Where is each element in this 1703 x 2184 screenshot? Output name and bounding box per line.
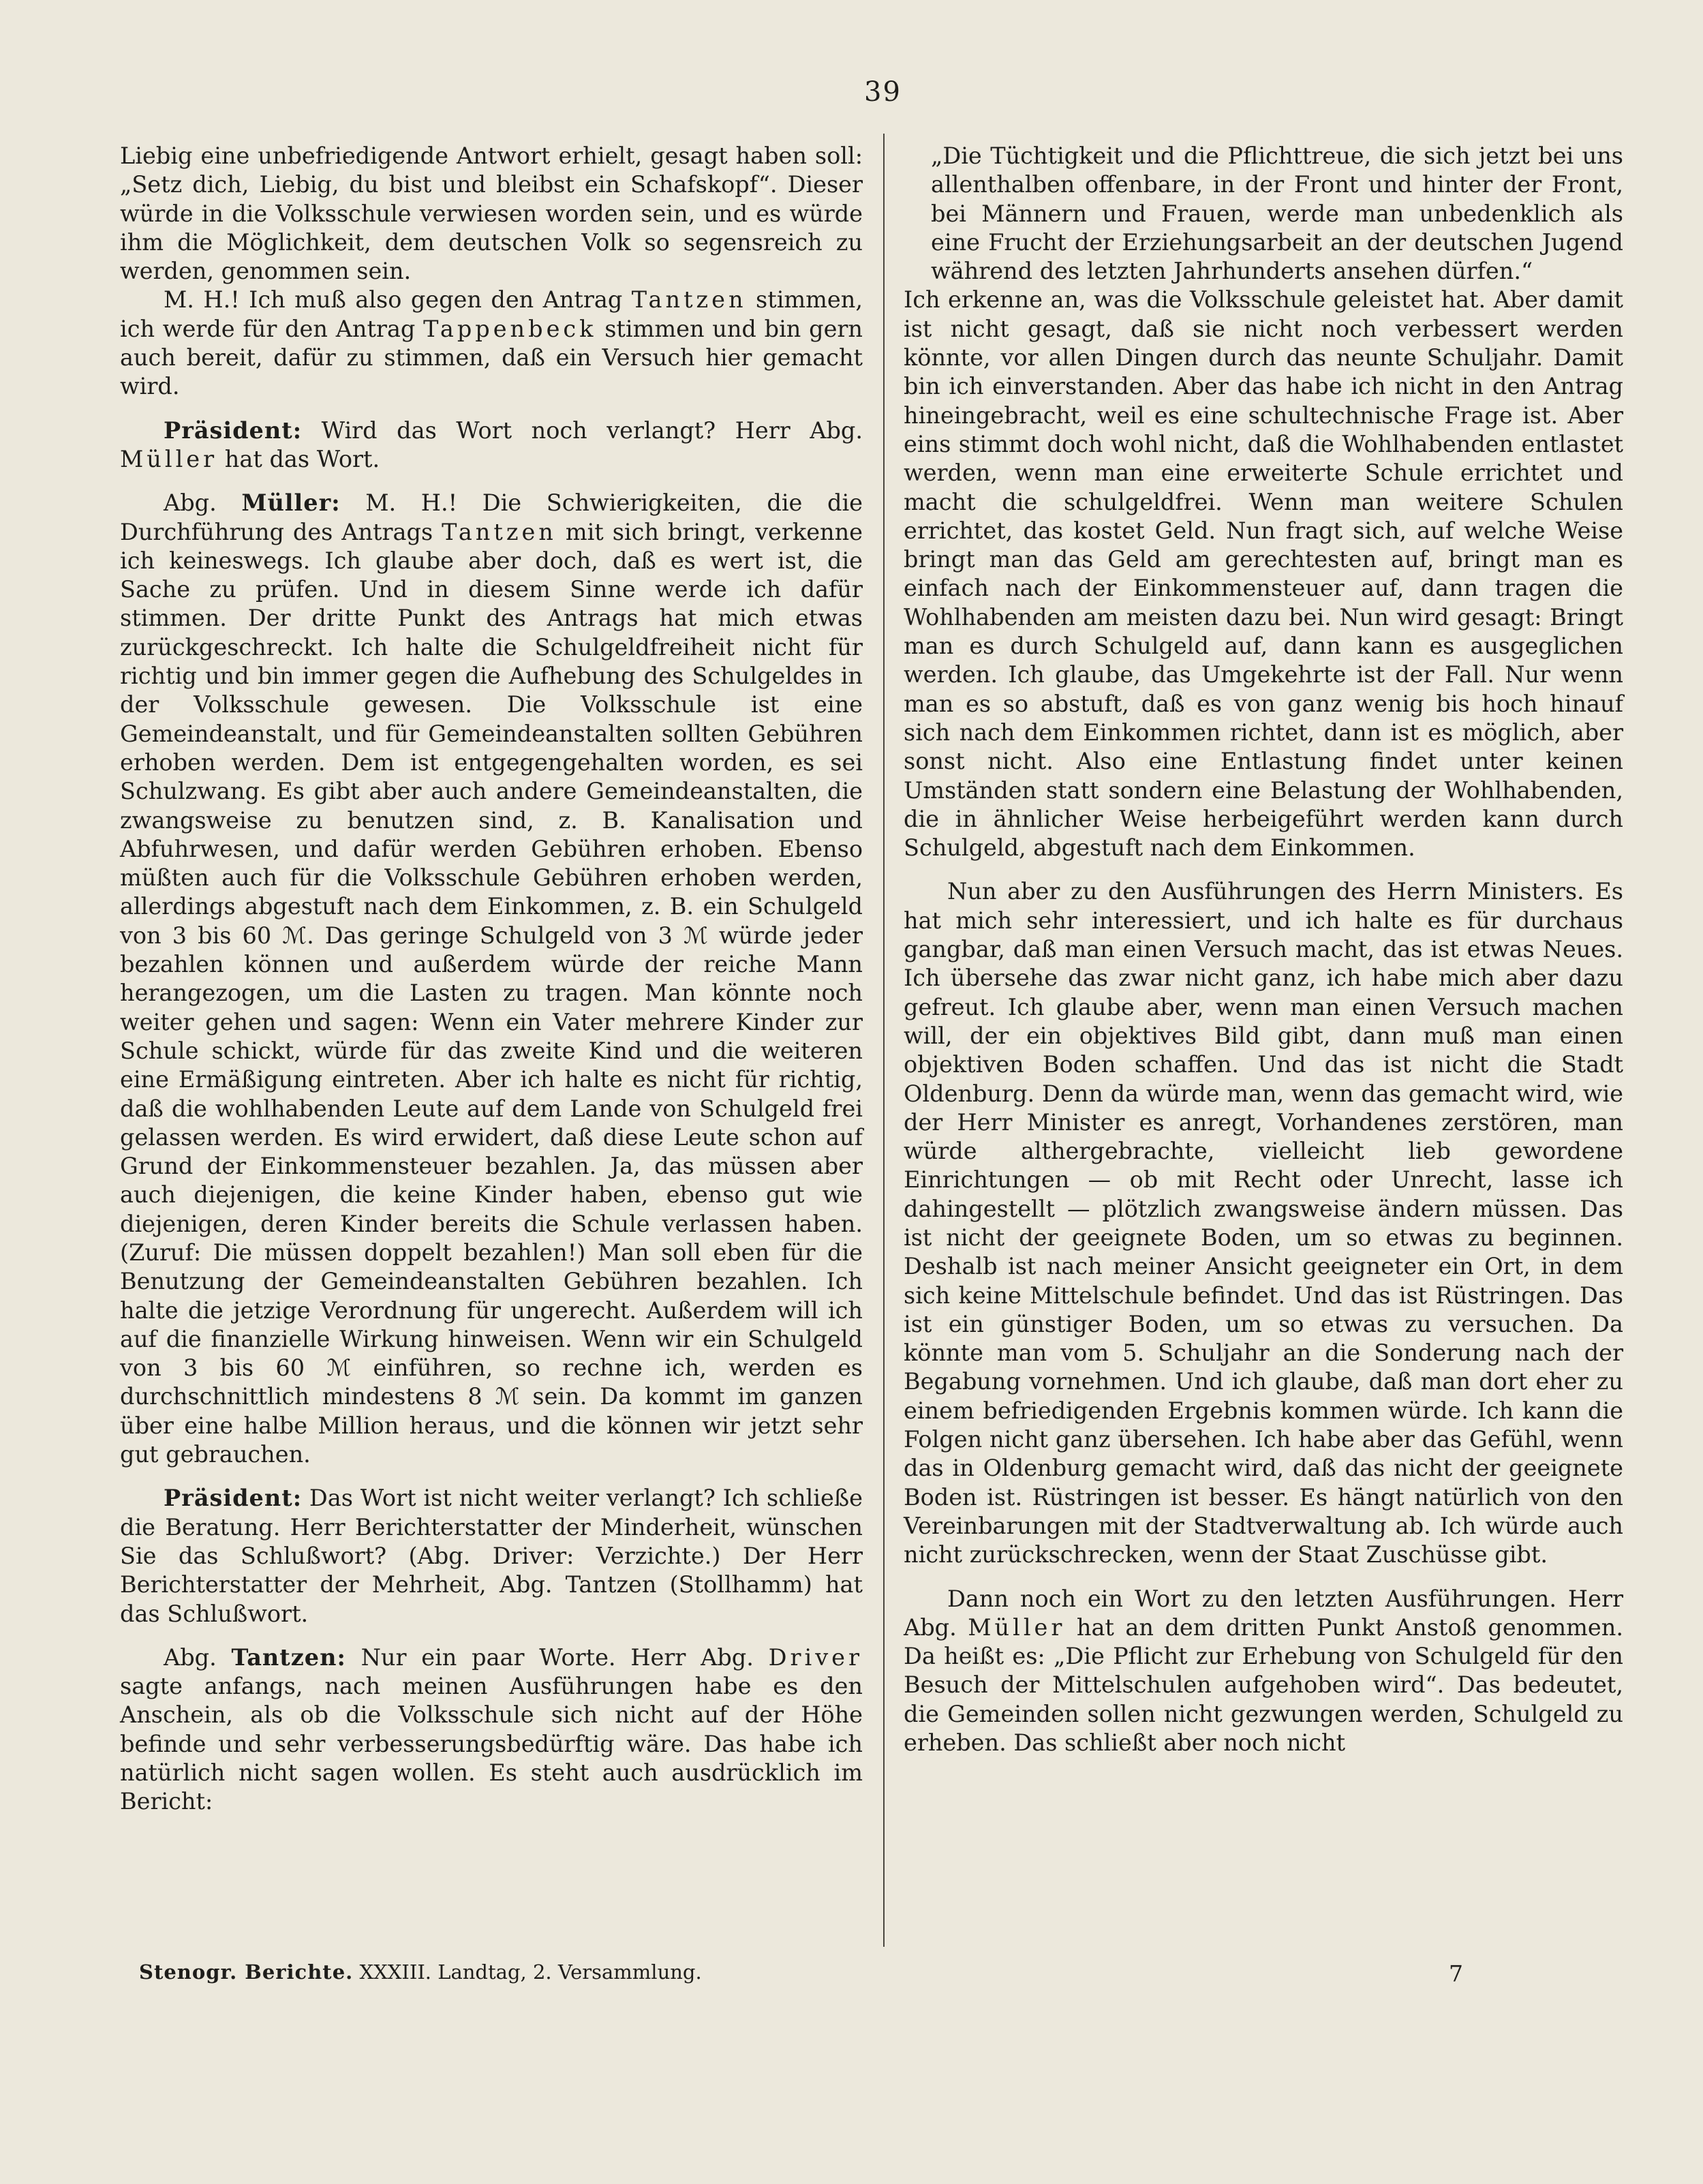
left-column: [120, 142, 863, 1817]
paragraph: M. H.! Ich muß also gegen den Antrag Tantzen stimmen, ich werde für den Antrag Tappenbeck stimmen und bin gern auch bereit, dafür zu stimmen, daß ein Versuch hier gemacht wird.: [120, 286, 863, 400]
column-divider: [883, 134, 885, 1947]
speaker-name: Tantzen: [442, 518, 557, 545]
paragraph: Präsident: Wird das Wort noch verlangt? Herr Abg. Müller hat das Wort.: [120, 416, 863, 472]
paragraph: Ich erkenne an, was die Volksschule geleistet hat. Aber damit ist nicht gesagt, daß sie nicht noch verbessert werden könnte, vor allen Dingen durch das neunte Schuljahr. Damit bin ich einverstanden. Aber das habe ich nicht in den Antrag hineingebracht, weil es eine schultechnische Frage ist. Aber eins stimmt doch wohl nicht, daß die Wohlhabenden entlastet werden, wenn man eine erweiterte Schule errichtet und macht die schulgeldfrei. Wenn man weitere Schulen errichtet, das kostet Geld. Nun fragt sich, auf welche Weise bringt man das Geld am gerechtesten auf, bringt man es einfach nach der Einkommensteuer auf, dann tragen die Wohlhabenden am meisten dazu bei. Nun wird gesagt: Bringt man es durch Schulgeld auf, dann kann es ausgeglichen werden. Ich glaube, das Umgekehrte ist der Fall. Nur wenn man es so abstuft, daß es von ganz wenig bis hoch hinauf sich nach dem Einkommen richtet, dann ist es möglich, aber sonst nicht. Also eine Entlastung findet unter keinen Umständen statt sondern eine Belastung der Wohlhabenden, die in ähnlicher Weise herbeigeführt werden kann durch Schulgeld, abgestuft nach dem Einkommen.: [904, 286, 1623, 862]
speaker-label: Tantzen:: [231, 1643, 346, 1671]
speaker-name: Driver: [768, 1643, 863, 1671]
speaker-name: Tantzen: [631, 286, 747, 314]
right-column: [904, 142, 1623, 1757]
block-quote: [904, 142, 1623, 286]
page-footer: [139, 1960, 702, 1984]
speaker-label: Müller:: [241, 489, 341, 517]
page-number: 39: [864, 76, 902, 108]
speaker-name: Tappenbeck: [423, 315, 597, 342]
paragraph: Präsident: Das Wort ist nicht weiter verlangt? Ich schließe die Beratung. Herr Berichterstatter der Minderheit, wünschen Sie das Schlußwort? (Abg. Driver: Verzichte.) Der Herr Berichterstatter der Mehrheit, Abg. Tantzen (Stollhamm) hat das Schlußwort.: [120, 1485, 863, 1627]
sheet-signature: 7: [1449, 1960, 1463, 1987]
speaker-label: Präsident:: [164, 416, 303, 444]
paragraph: Nun aber zu den Ausführungen des Herrn Ministers. Es hat mich sehr interessiert, und ich halte es für durchaus gangbar, daß man einen Versuch macht, das ist etwas Neues. Ich übersehe das zwar nicht ganz, ich habe mich aber dazu gefreut. Ich glaube aber, wenn man einen Versuch machen will, der ein objektives Bild gibt, dann muß man einen objektiven Boden schaffen. Und das ist nicht die Stadt Oldenburg. Denn da würde man, wenn das gemacht wird, wie der Herr Minister es anregt, Vorhandenes zerstören, man würde althergebrachte, vielleicht lieb gewordene Einrichtungen — ob mit Recht oder Unrecht, lasse ich dahingestellt — plötzlich zwangsweise ändern müssen. Das ist nicht der geeignete Boden, um so etwas zu beginnen. Deshalb ist nach meiner Ansicht geeigneter ein Ort, in dem sich keine Mittelschule befindet. Und das ist Rüstringen. Das ist ein günstiger Boden, um so etwas zu versuchen. Da könnte man vom 5. Schuljahr an die Sonderung nach der Begabung vornehmen. Und ich glaube, daß man dort eher zu einem befriedigenden Ergebnis kommen würde. Ich kann die Folgen nicht ganz übersehen. Ich habe aber das Gefühl, wenn das in Oldenburg gemacht wird, daß das nicht der geeignete Boden ist. Rüstringen ist besser. Es hängt natürlich von den Vereinbarungen mit der Stadtverwaltung ab. Ich würde auch nicht zurückschrecken, wenn der Staat Zuschüsse gibt.: [904, 878, 1623, 1568]
paragraph: Abg. Müller: M. H.! Die Schwierigkeiten, die die Durchführung des Antrags Tantzen mit sich bringt, verkenne ich keineswegs. Ich glaube aber doch, daß es wert ist, die Sache zu prüfen. Und in diesem Sinne werde ich dafür stimmen. Der dritte Punkt des Antrags hat mich etwas zurückgeschreckt. Ich halte die Schulgeldfreiheit nicht für richtig und bin immer gegen die Aufhebung des Schulgeldes in der Volksschule gewesen. Die Volksschule ist eine Gemeindeanstalt, und für Gemeindeanstalten sollten Gebühren erhoben werden. Dem ist entgegengehalten worden, es sei Schulzwang. Es gibt aber auch andere Gemeindeanstalten, die zwangsweise zu benutzen sind, z. B. Kanalisation und Abfuhrwesen, und dafür werden Gebühren erhoben. Ebenso müßten auch für die Volksschule Gebühren erhoben werden, allerdings abgestuft nach dem Einkommen, z. B. ein Schulgeld von 3 bis 60 ℳ. Das geringe Schulgeld von 3 ℳ würde jeder bezahlen können und außerdem würde der reiche Mann herangezogen, um die Lasten zu tragen. Man könnte noch weiter gehen und sagen: Wenn ein Vater mehrere Kinder zur Schule schickt, würde für das zweite Kind und die weiteren eine Ermäßigung eintreten. Aber ich halte es nicht für richtig, daß die wohlhabenden Leute auf dem Lande von Schulgeld frei gelassen werden. Es wird erwidert, daß diese Leute schon auf Grund der Einkommensteuer bezahlen. Ja, das müssen aber auch diejenigen, die keine Kinder haben, ebenso gut wie diejenigen, deren Kinder bereits die Schule verlassen haben. (Zuruf: Die müssen doppelt bezahlen!) Man soll eben für die Benutzung der Gemeindeanstalten Gebühren bezahlen. Ich halte die jetzige Verordnung für ungerecht. Außerdem will ich auf die finanzielle Wirkung hinweisen. Wenn wir ein Schulgeld von 3 bis 60 ℳ einführen, so rechne ich, werden es durchschnittlich mindestens 8 ℳ sein. Da kommt im ganzen über eine halbe Million heraus, und die können wir jetzt sehr gut gebrauchen.: [120, 489, 863, 1468]
speaker-name: Müller: [120, 445, 218, 472]
footer-session: XXXIII. Landtag, 2. Versammlung.: [359, 1960, 702, 1984]
speaker-label: Präsident:: [164, 1485, 303, 1512]
footer-series: Stenogr. Berichte.: [139, 1960, 354, 1984]
speaker-name: Müller: [968, 1613, 1066, 1641]
paragraph: Abg. Tantzen: Nur ein paar Worte. Herr Abg. Driver sagte anfangs, nach meinen Ausführungen habe es den Anschein, als ob die Volksschule sich nicht auf der Höhe befinde und sehr verbesserungsbedürftig wäre. Das habe ich natürlich nicht sagen wollen. Es steht auch ausdrücklich im Bericht:: [120, 1643, 863, 1815]
paragraph: Liebig eine unbefriedigende Antwort erhielt, gesagt haben soll: „Setz dich, Liebig, du bist und bleibst ein Schafskopf“. Dieser würde in die Volksschule verwiesen worden sein, und es würde ihm die Möglichkeit, dem deutschen Volk so segensreich zu werden, genommen sein.: [120, 142, 863, 285]
quote-paragraph: „Die Tüchtigkeit und die Pflichttreue, die sich jetzt bei uns allenthalben offenbare, in der Front und hinter der Front, bei Männern und Frauen, werde man unbedenklich als eine Frucht der Erziehungsarbeit an der deutschen Jugend während des letzten Jahrhunderts ansehen dürfen.“: [931, 142, 1623, 285]
paragraph: Dann noch ein Wort zu den letzten Ausführungen. Herr Abg. Müller hat an dem dritten Punkt Anstoß genommen. Da heißt es: „Die Pflicht zur Erhebung von Schulgeld für den Besuch der Mittelschulen aufgehoben wird“. Das bedeutet, die Gemeinden sollen nicht gezwungen werden, Schulgeld zu erheben. Das schließt aber noch nicht: [904, 1585, 1623, 1757]
